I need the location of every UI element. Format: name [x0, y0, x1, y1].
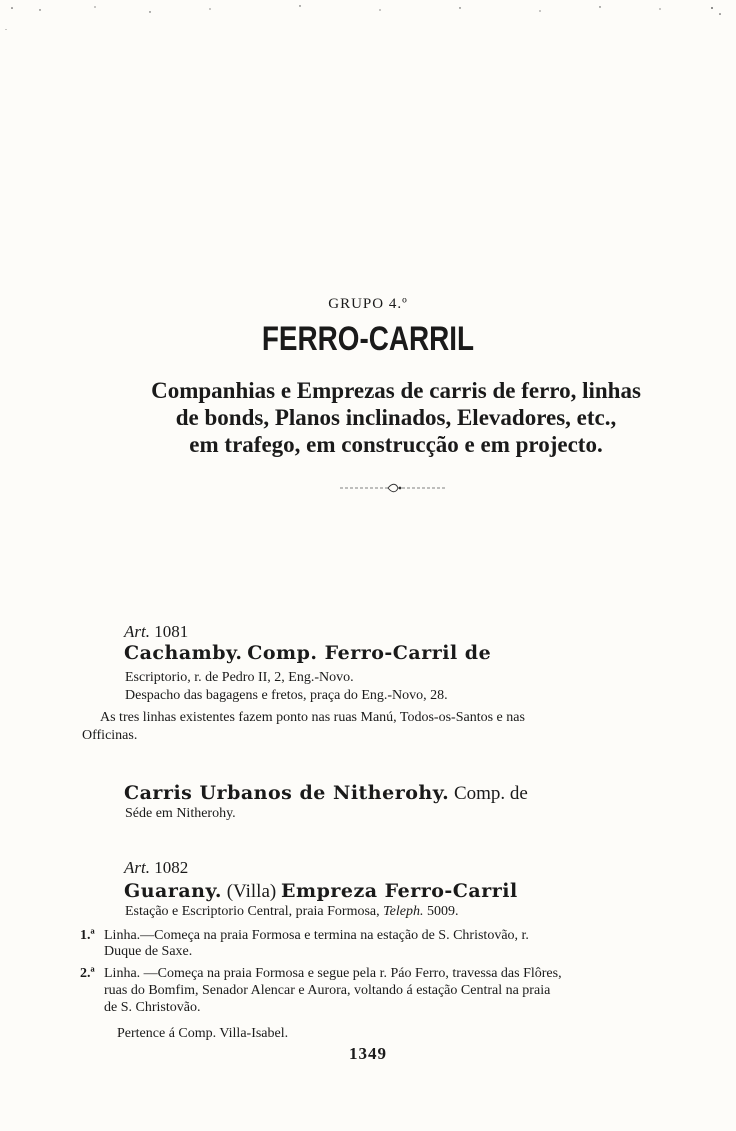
entry-line: Escriptorio, r. de Pedro II, 2, Eng.-Novo. — [125, 670, 354, 685]
subtitle — [72, 377, 720, 458]
item-line: de S. Christovão. — [104, 1000, 201, 1015]
entry-note: Officinas. — [82, 728, 138, 743]
item-number: 1.ª — [80, 928, 95, 943]
subtitle-line: Companhias e Emprezas de carris de ferro, linhas — [151, 378, 641, 403]
subtitle-line: de bonds, Planos inclinados, Elevadores, etc., — [175, 405, 617, 430]
entry-heading: Cachamby. Comp. Ferro-Carril de — [124, 642, 492, 664]
scan-specks — [0, 0, 736, 30]
entry-line: Estação e Escriptorio Central, praia Formosa, Teleph. 5009. — [125, 904, 459, 919]
entry-line: Séde em Nitherohy. — [125, 806, 236, 821]
item-line: Linha.—Começa na praia Formosa e termina na estação de S. Christovão, r. — [104, 928, 529, 943]
ornament-divider-icon — [338, 482, 448, 494]
entry-heading: Guarany. (Villa) Empreza Ferro-Carril — [124, 880, 518, 902]
item-line: Linha. —Começa na praia Formosa e segue pela r. Páo Ferro, travessa das Flôres, — [104, 966, 562, 981]
entry-line: Despacho das bagagens e fretos, praça do Eng.-Novo, 28. — [125, 688, 448, 703]
entry-heading: Carris Urbanos de Nitherohy. Comp. de — [124, 782, 528, 804]
entry-footer: Pertence á Comp. Villa-Isabel. — [117, 1026, 289, 1041]
item-line: ruas do Bomfim, Senador Alencar e Aurora, voltando á estação Central na praia — [104, 983, 551, 998]
article-label: Art. 1082 — [124, 858, 189, 877]
item-line: Duque de Saxe. — [104, 944, 193, 959]
group-label: GRUPO 4.º — [328, 296, 408, 312]
article-label: Art. 1081 — [124, 622, 189, 641]
page-title: FERRO-CARRIL — [261, 320, 475, 358]
item-number: 2.ª — [80, 966, 95, 981]
subtitle-line: em trafego, em construcção e em projecto. — [189, 432, 603, 457]
page-number: 1349 — [349, 1044, 387, 1063]
entry-note: As tres linhas existentes fazem ponto nas ruas Manú, Todos-os-Santos e nas — [100, 710, 525, 725]
